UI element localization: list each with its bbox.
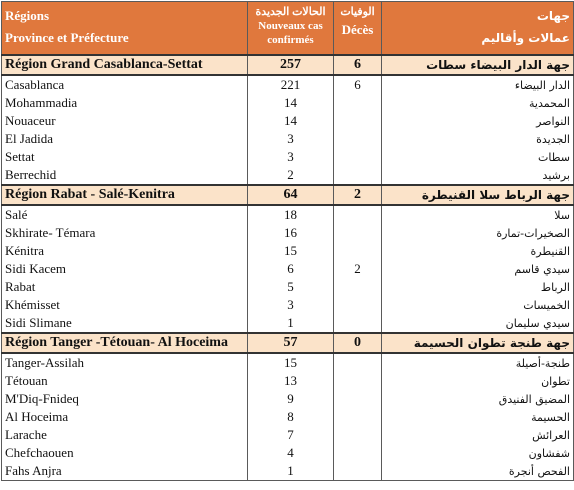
province-cases: 9	[248, 390, 334, 408]
header-deaths-ar: الوفيات	[340, 6, 375, 18]
province-name: Rabat	[2, 278, 248, 296]
header-regions-ar	[382, 2, 574, 56]
province-cases: 5	[248, 278, 334, 296]
province-cases: 6	[248, 260, 334, 278]
province-row	[2, 372, 574, 390]
province-row	[2, 314, 574, 333]
province-deaths	[334, 205, 382, 224]
province-row	[2, 353, 574, 372]
header-deaths	[334, 2, 382, 56]
header-provinces-ar-title: عمالات وأقاليم	[481, 31, 570, 45]
province-row	[2, 224, 574, 242]
province-name: Fahs Anjra	[2, 462, 248, 481]
province-cases: 18	[248, 205, 334, 224]
province-deaths	[334, 408, 382, 426]
province-name-ar: الخميسات	[382, 296, 574, 314]
province-row	[2, 112, 574, 130]
province-row	[2, 205, 574, 224]
province-name: Larache	[2, 426, 248, 444]
table-body	[2, 2, 574, 481]
province-cases: 3	[248, 296, 334, 314]
province-name: Khémisset	[2, 296, 248, 314]
province-deaths: 6	[334, 75, 382, 94]
province-name-ar: شفشاون	[382, 444, 574, 462]
province-deaths	[334, 224, 382, 242]
region-cases: 257	[248, 55, 334, 75]
province-name-ar: الحسيمة	[382, 408, 574, 426]
province-name-ar: سيدي سليمان	[382, 314, 574, 333]
province-name: Chefchaouen	[2, 444, 248, 462]
province-deaths	[334, 278, 382, 296]
province-deaths	[334, 353, 382, 372]
province-deaths	[334, 390, 382, 408]
province-name: Kénitra	[2, 242, 248, 260]
province-deaths	[334, 314, 382, 333]
province-name-ar: الرباط	[382, 278, 574, 296]
province-row	[2, 242, 574, 260]
header-province-title: Province et Préfecture	[5, 30, 129, 45]
header-new-cases	[248, 2, 334, 56]
region-name-ar: جهة الرباط سلا القنيطرة	[382, 185, 574, 205]
header-regions-ar-title: جهات	[536, 9, 570, 23]
province-name: Casablanca	[2, 75, 248, 94]
region-deaths: 0	[334, 333, 382, 353]
province-name: El Jadida	[2, 130, 248, 148]
header-deaths-fr: Décès	[341, 22, 374, 37]
province-cases: 2	[248, 166, 334, 185]
region-row	[2, 333, 574, 353]
region-row	[2, 185, 574, 205]
province-row	[2, 426, 574, 444]
province-deaths	[334, 462, 382, 481]
province-cases: 15	[248, 242, 334, 260]
header-new-cases-ar: الحالات الجديدة	[255, 6, 326, 18]
province-name: M'Diq-Fnideq	[2, 390, 248, 408]
province-cases: 1	[248, 314, 334, 333]
province-row	[2, 75, 574, 94]
province-name: Sidi Kacem	[2, 260, 248, 278]
province-name: Berrechid	[2, 166, 248, 185]
province-name-ar: المحمدية	[382, 94, 574, 112]
region-cases: 64	[248, 185, 334, 205]
province-deaths	[334, 296, 382, 314]
province-name-ar: الجديدة	[382, 130, 574, 148]
province-row	[2, 462, 574, 481]
header-regions	[2, 2, 248, 56]
province-row	[2, 130, 574, 148]
region-cases: 57	[248, 333, 334, 353]
province-name: Al Hoceima	[2, 408, 248, 426]
region-name-ar: جهة طنجة تطوان الحسيمة	[382, 333, 574, 353]
province-deaths	[334, 372, 382, 390]
province-name: Skhirate- Témara	[2, 224, 248, 242]
region-name: Région Tanger -Tétouan- Al Hoceima	[2, 333, 248, 353]
province-name: Sidi Slimane	[2, 314, 248, 333]
province-deaths: 2	[334, 260, 382, 278]
province-name-ar: الفحص أنجرة	[382, 462, 574, 481]
table-header-row	[2, 2, 574, 56]
province-deaths	[334, 242, 382, 260]
province-row	[2, 94, 574, 112]
region-name: Région Grand Casablanca-Settat	[2, 55, 248, 75]
province-name-ar: سطات	[382, 148, 574, 166]
covid-cases-table	[1, 1, 574, 481]
province-cases: 14	[248, 112, 334, 130]
region-deaths: 2	[334, 185, 382, 205]
province-name: Tétouan	[2, 372, 248, 390]
province-cases: 16	[248, 224, 334, 242]
header-new-cases-fr: Nouveaux cas confirmés	[258, 20, 323, 46]
province-name-ar: سيدي قاسم	[382, 260, 574, 278]
province-cases: 14	[248, 94, 334, 112]
region-deaths: 6	[334, 55, 382, 75]
province-row	[2, 278, 574, 296]
region-name: Région Rabat - Salé-Kenitra	[2, 185, 248, 205]
province-cases: 15	[248, 353, 334, 372]
region-row	[2, 55, 574, 75]
province-cases: 13	[248, 372, 334, 390]
province-name: Settat	[2, 148, 248, 166]
province-name: Tanger-Assilah	[2, 353, 248, 372]
province-name-ar: القنيطرة	[382, 242, 574, 260]
province-name-ar: سلا	[382, 205, 574, 224]
province-name: Salé	[2, 205, 248, 224]
province-name: Nouaceur	[2, 112, 248, 130]
province-row	[2, 390, 574, 408]
province-cases: 221	[248, 75, 334, 94]
province-cases: 4	[248, 444, 334, 462]
province-name-ar: المضيق الفنيدق	[382, 390, 574, 408]
province-name-ar: الدار البيضاء	[382, 75, 574, 94]
province-name-ar: برشيد	[382, 166, 574, 185]
province-row	[2, 260, 574, 278]
province-name-ar: طنجة-أصيلة	[382, 353, 574, 372]
province-deaths	[334, 166, 382, 185]
province-cases: 3	[248, 130, 334, 148]
province-deaths	[334, 444, 382, 462]
province-row	[2, 166, 574, 185]
header-regions-title: Régions	[5, 8, 50, 23]
province-name-ar: الصخيرات-تمارة	[382, 224, 574, 242]
province-cases: 3	[248, 148, 334, 166]
province-deaths	[334, 426, 382, 444]
province-row	[2, 148, 574, 166]
province-row	[2, 296, 574, 314]
province-name-ar: العرائش	[382, 426, 574, 444]
province-cases: 8	[248, 408, 334, 426]
province-deaths	[334, 148, 382, 166]
province-deaths	[334, 130, 382, 148]
province-cases: 7	[248, 426, 334, 444]
province-deaths	[334, 94, 382, 112]
province-name: Mohammadia	[2, 94, 248, 112]
province-name-ar: تطوان	[382, 372, 574, 390]
province-cases: 1	[248, 462, 334, 481]
province-deaths	[334, 112, 382, 130]
region-name-ar: جهة الدار البيضاء سطات	[382, 55, 574, 75]
province-row	[2, 444, 574, 462]
province-row	[2, 408, 574, 426]
province-name-ar: النواصر	[382, 112, 574, 130]
